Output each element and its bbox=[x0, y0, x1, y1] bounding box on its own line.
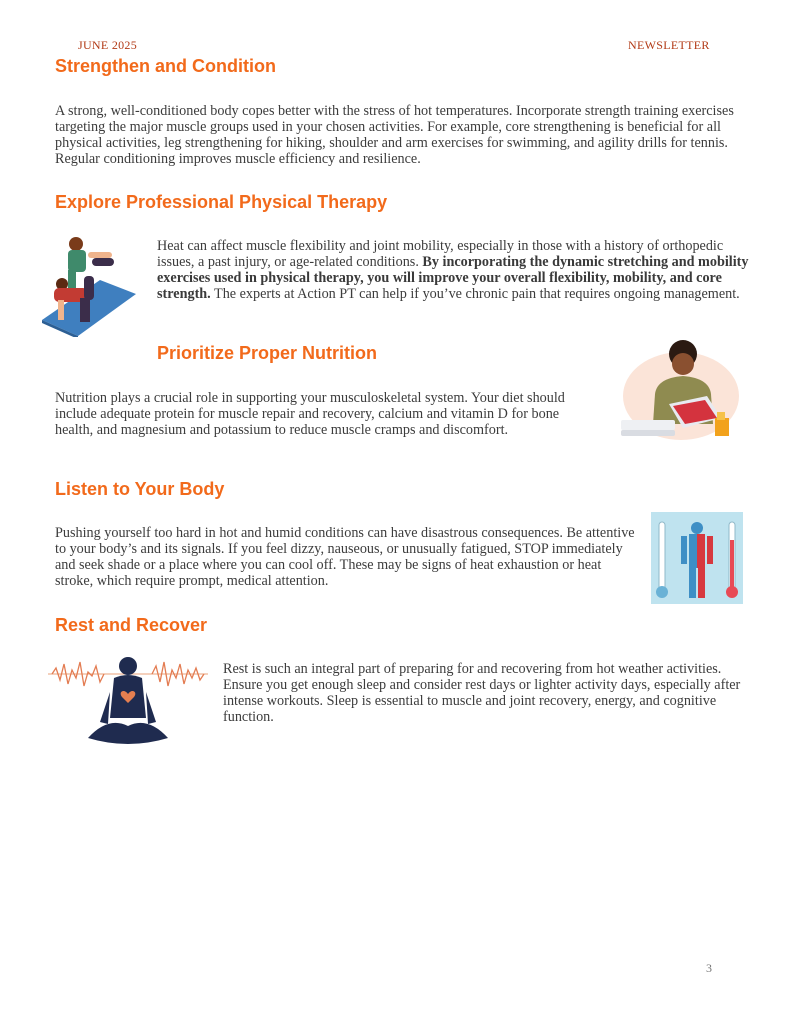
heading-listen: Listen to Your Body bbox=[55, 479, 225, 499]
physical-therapy-illustration bbox=[40, 232, 140, 337]
therapy-text-intro: Heat can affect muscle flexibility and joint mobility, especially in those with a history of orthopedic issues, a past injury, or age-related conditions. bbox=[157, 238, 724, 270]
therapy-text-outro: The experts at Action PT can help if you’ve chronic pain that requires ongoing management. bbox=[210, 286, 740, 302]
paragraph-strengthen: A strong, well-conditioned body copes better with the stress of hot temperatures. Incorporate strength training exercises targeting the major muscle groups used in your chosen activities. For example, core strengthening is beneficial for all physical activities, leg strengthening for hiking, shoulder and arm exercises for swimming, and agility drills for tennis. Regular conditioning improves muscle efficiency and resilience. bbox=[55, 103, 734, 167]
heading-therapy: Explore Professional Physical Therapy bbox=[55, 192, 388, 212]
body-temperature-illustration bbox=[651, 512, 743, 604]
meditation-illustration bbox=[48, 652, 208, 752]
heading-nutrition: Prioritize Proper Nutrition bbox=[157, 343, 378, 363]
paragraph-nutrition: Nutrition plays a crucial role in supporting your musculoskeletal system. Your diet should include adequate protein for muscle repair and recovery, calcium and vitamin D for bone health, and magnesium and potassium to reduce muscle cramps and discomfort. bbox=[55, 390, 565, 438]
paragraph-rest: Rest is such an integral part of preparing for and recovering from hot weather activities. Ensure you get enough sleep and consider rest days or lighter activity days, especially after intense workouts. Sleep is essential to muscle and joint recovery, energy, and cognitive function. bbox=[223, 661, 741, 725]
therapy-text-bold: By incorporating the dynamic stretching and mobility exercises used in physical therapy, you will improve your overall flexibility, mobility, and core strength. bbox=[157, 254, 749, 302]
heading-strengthen: Strengthen and Condition bbox=[55, 56, 276, 76]
paragraph-therapy bbox=[157, 238, 757, 302]
page-number: 3 bbox=[706, 961, 712, 975]
paragraph-listen: Pushing yourself too hard in hot and humid conditions can have disastrous consequences. Be attentive to your body’s and its signals. If you feel dizzy, nauseous, or unusually fatigued, STOP immediately and seek shade or a place where you can cool off. These may be signs of heat exhaustion or heat stroke, which require prompt, medical attention. bbox=[55, 525, 635, 589]
header-newsletter: NEWSLETTER bbox=[628, 38, 710, 52]
heading-rest: Rest and Recover bbox=[55, 615, 208, 635]
header-date: JUNE 2025 bbox=[78, 38, 138, 52]
reading-student-illustration bbox=[617, 334, 739, 446]
